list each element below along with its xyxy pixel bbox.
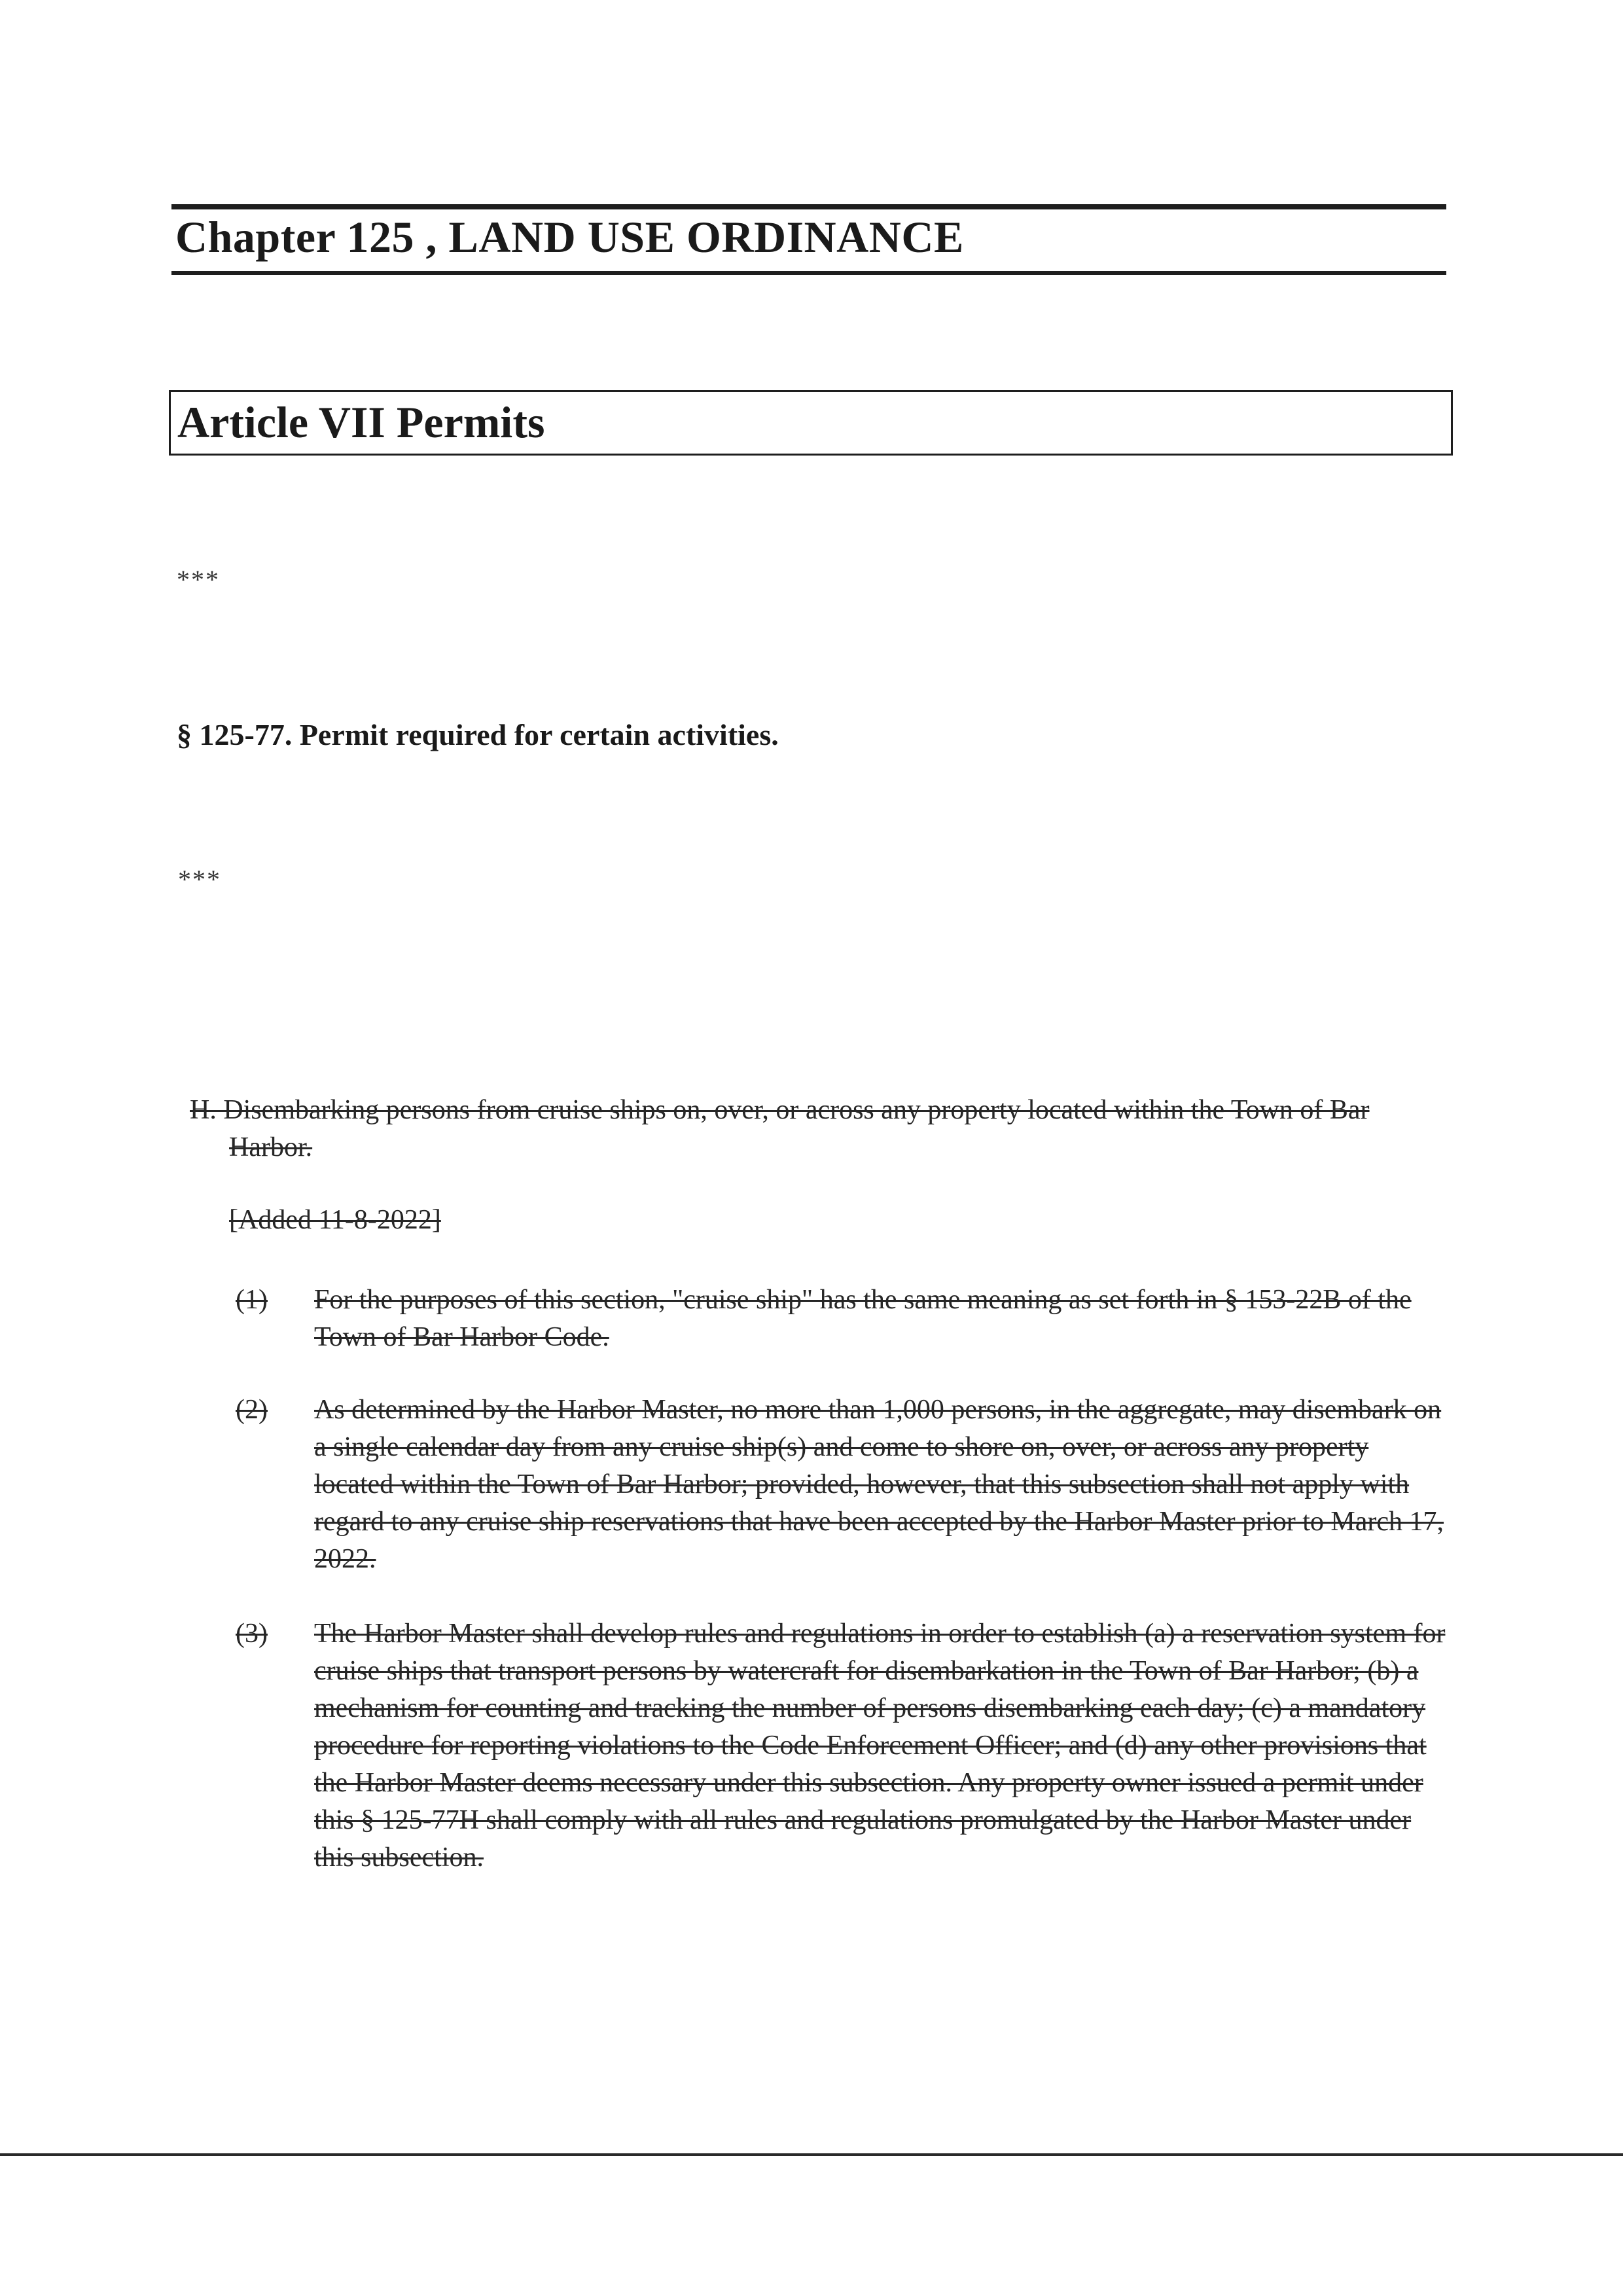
subsection-h-text: H. Disembarking persons from cruise ships on, over, or across any property located within the Town of Bar Harbor. [190,1095,1370,1162]
list-item [236,1391,1446,1578]
chapter-title: Chapter 125 , LAND USE ORDINANCE [175,212,964,262]
added-note: [Added 11-8-2022] [229,1205,441,1235]
item-text: As determined by the Harbor Master, no more than 1,000 persons, in the aggregate, may disembark on a single calendar day from any cruise ship(s) and come to shore on, over, or across any property located within the Town of Bar Harbor; provided, however, that this subsection shall not apply with regard to any cruise ship reservations that have been accepted by the Harbor Master prior to March 17, 2022. [314,1395,1444,1574]
article-title: Article VII Permits [177,397,545,447]
list-item [236,1615,1446,1876]
chapter-top-rule [171,204,1446,209]
chapter-bottom-rule [171,271,1446,275]
separator-bottom: *** [178,865,221,894]
item-text: The Harbor Master shall develop rules and regulations in order to establish (a) a reservation system for cruise ships that transport persons by watercraft for disembarkation in the Town of Bar Harbor; (b) a mechanism for counting and tracking the number of persons disembarking each day; (c) a mandatory procedure for reporting violations to the Code Enforcement Officer; and (d) any other provisions that the Harbor Master deems necessary under this subsection. Any property owner issued a permit under this § 125-77H shall comply with all rules and regulations promulgated by the Harbor Master under this subsection. [314,1619,1446,1873]
item-number: (3) [236,1619,268,1649]
item-number: (2) [236,1395,268,1425]
list-item [236,1282,1446,1356]
subsection-h [190,1092,1433,1166]
article-box [169,390,1453,456]
footer-rule [0,2153,1623,2156]
item-number: (1) [236,1285,268,1315]
item-text: For the purposes of this section, "cruise ship" has the same meaning as set forth in § 153-22B of the Town of Bar Harbor Code. [314,1285,1412,1352]
separator-top: *** [177,565,220,594]
section-title: § 125-77. Permit required for certain activities. [177,718,779,751]
